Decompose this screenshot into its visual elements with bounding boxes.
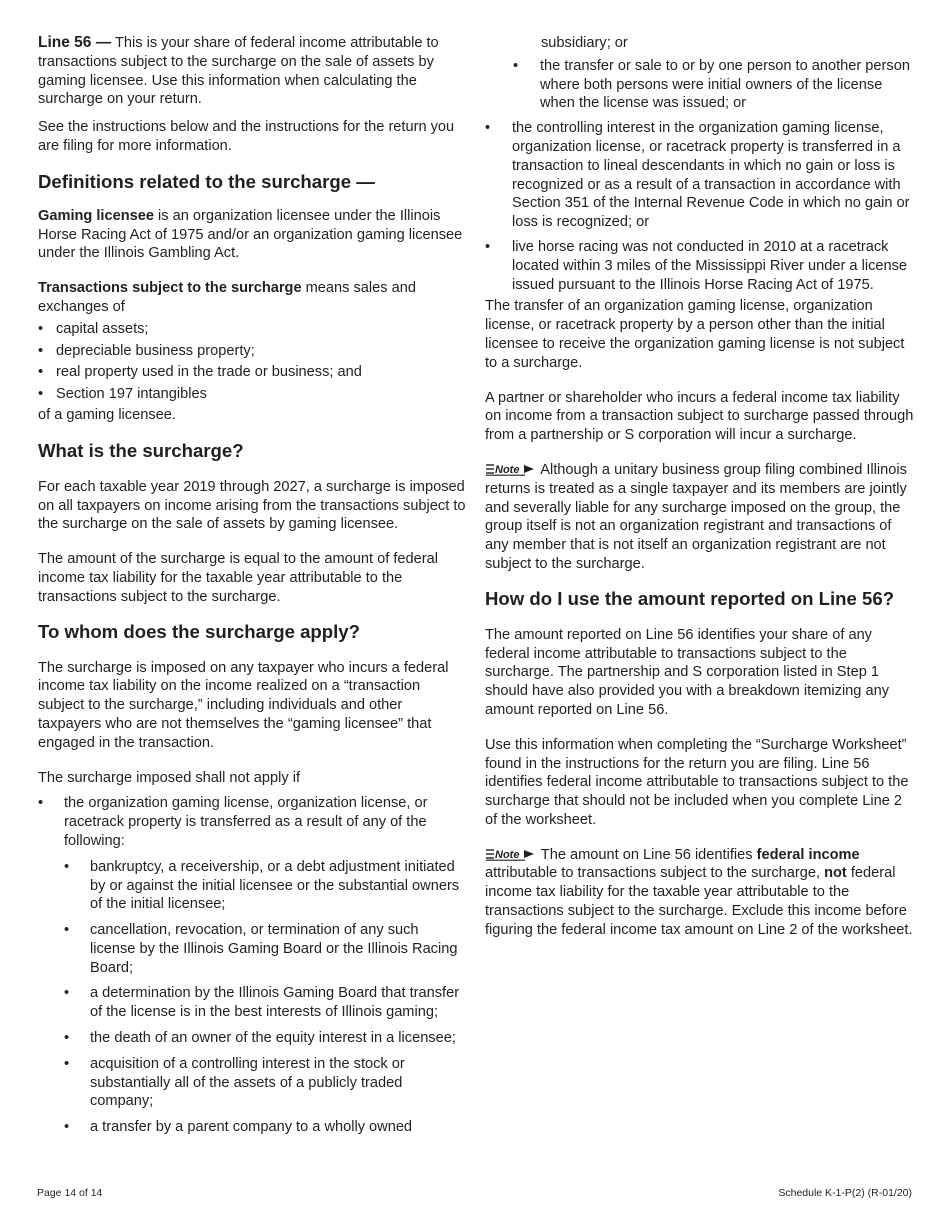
list-item: • the transfer or sale to or by one person to another person where both persons were initial owners of the license when the license was issued; or (513, 57, 915, 113)
page-number: Page 14 of 14 (37, 1187, 103, 1199)
left-column (38, 34, 468, 1137)
note-paragraph-2: Note The amount on Line 56 identifies federal income attributable to transactions subject to the surcharge, not federal income tax liability for the taxable year attributable to the transactions subject to the surcharge. Exclude this income before figuring the federal income tax amount on Line 2 of the worksheet. (485, 846, 913, 938)
line56-label: Line 56 — (38, 34, 112, 51)
transactions-definition: Transactions subject to the surcharge means sales and exchanges of (38, 280, 416, 315)
list-item: • the controlling interest in the organization gaming license, organization license, or racetrack property is transferred in a transaction to lineal descendants in which no gain or loss is recognized or as a result of a transaction in accordance with Section 351 of the Internal Revenue Code in which no gain or loss is recognized; or (485, 119, 915, 232)
note-paragraph-1: Note Although a unitary business group filing combined Illinois returns is treated as a single taxpayer and its members are jointly and severally liable for any surcharge imposed on the group, the group itself is not an organization registrant and transactions of any member that is not itself an organization registrant are not subject to the surcharge. (485, 461, 907, 572)
list-item: • acquisition of a controlling interest in the stock or substantially all of the assets of a publicly traded company; (64, 1055, 468, 1111)
sub-list-continued (513, 57, 915, 113)
partner-paragraph: A partner or shareholder who incurs a federal income tax liability on income from a transaction subject to surcharge passed through from a partnership or S corporation will incur a surcharge. (485, 389, 914, 444)
list-item: • capital assets; (38, 320, 468, 339)
right-column (485, 34, 915, 940)
sub-list (64, 858, 468, 1137)
of-gaming-licensee: of a gaming licensee. (38, 406, 176, 423)
list-item: • a transfer by a parent company to a wholly owned (64, 1118, 468, 1137)
gaming-licensee-definition: Gaming licensee is an organization licensee under the Illinois Horse Racing Act of 1975 and/or an organization gaming licensee under the Illinois Gambling Act. (38, 207, 463, 262)
how-paragraph-2: Use this information when completing the “Surcharge Worksheet” found in the instructions for the return you are filing. Line 56 identifies federal income attributable to transactions subject to the surcharge that should not be included when you complete Line 2 of the worksheet. (485, 736, 909, 828)
what-paragraph-2: The amount of the surcharge is equal to the amount of federal income tax liability for the taxable year attributable to the transactions subject to the surcharge. (38, 551, 438, 605)
transactions-list (38, 320, 468, 404)
definitions-heading: Definitions related to the surcharge — (38, 170, 375, 192)
not-apply-intro: The surcharge imposed shall not apply if (38, 769, 301, 786)
svg-text:Note: Note (495, 848, 520, 861)
list-item: • the death of an owner of the equity interest in a licensee; (64, 1029, 468, 1048)
line56-paragraph: Line 56 — This is your share of federal income attributable to transactions subject to the surcharge on the sale of assets by gaming licensee. Use this information when calculating the surcharge on your return. (38, 34, 439, 108)
form-identifier: Schedule K-1-P(2) (R-01/20) (778, 1187, 912, 1199)
whom-paragraph-1: The surcharge is imposed on any taxpayer who incurs a federal income tax liability on the income realized on a “transaction subject to the surcharge,” including individuals and other taxpayers who are not themselves the “gaming licensee” that engaged in the transaction. (38, 659, 449, 751)
what-paragraph-1: For each taxable year 2019 through 2027, a surcharge is imposed on all taxpayers on income arising from the transactions subject to the surcharge on the sale of assets by gaming licensee. (38, 478, 466, 533)
list-item: • the organization gaming license, organization license, or racetrack property is transferred as a result of any of the following: • bankruptcy, a receivership, or a debt adjustment initiated by or against the initial licensee or the substantial owners of the initial licensee; • cancellation, revocation, or termination of any such license by the Illinois Gaming Board or the Illinois Racing Board; • a determination by the Illinois Gaming Board that transfer of the license is in the best interests of Illinois gaming; • the death of an owner of the equity interest in a licensee; • acquisition of a controlling interest in the stock or substantially all of the assets of a publicly traded company; • a transfer by a parent company to a wholly owned (38, 794, 468, 1137)
svg-text:Note: Note (495, 463, 520, 476)
list-item: • real property used in the trade or business; and (38, 363, 468, 382)
what-heading: What is the surcharge? (38, 439, 244, 461)
note-icon (485, 462, 535, 476)
not-apply-list (38, 794, 468, 1137)
list-item: • a determination by the Illinois Gaming Board that transfer of the license is in the best interests of Illinois gaming; (64, 984, 468, 1022)
list-item: • live horse racing was not conducted in 2010 at a racetrack located within 3 miles of the Mississippi River under a license issued pursuant to the Illinois Horse Racing Act of 1975. (485, 238, 915, 294)
how-paragraph-1: The amount reported on Line 56 identifies your share of any federal income attributable to transactions subject to the surcharge. The partnership and S corporation listed in Step 1 should have also provided you with a breakdown itemizing any amount reported on Line 56. (485, 626, 890, 718)
whom-heading: To whom does the surcharge apply? (38, 620, 360, 642)
not-apply-list-continued (485, 119, 915, 294)
transfer-paragraph: The transfer of an organization gaming license, organization license, or racetrack property by a person other than the initial licensee to receive the organization gaming license is not subject to a surcharge. (485, 298, 905, 371)
note-icon (485, 847, 535, 861)
how-heading: How do I use the amount reported on Line 56? (485, 587, 895, 609)
continued-text: subsidiary; or (541, 35, 628, 51)
list-item: • cancellation, revocation, or termination of any such license by the Illinois Gaming Board or the Illinois Racing Board; (64, 921, 468, 977)
list-item: • Section 197 intangibles (38, 385, 468, 404)
list-item: • bankruptcy, a receivership, or a debt adjustment initiated by or against the initial licensee or the substantial owners of the initial licensee; (64, 858, 468, 914)
list-item: • depreciable business property; (38, 342, 468, 361)
see-instructions: See the instructions below and the instructions for the return you are filing for more information. (38, 119, 455, 154)
